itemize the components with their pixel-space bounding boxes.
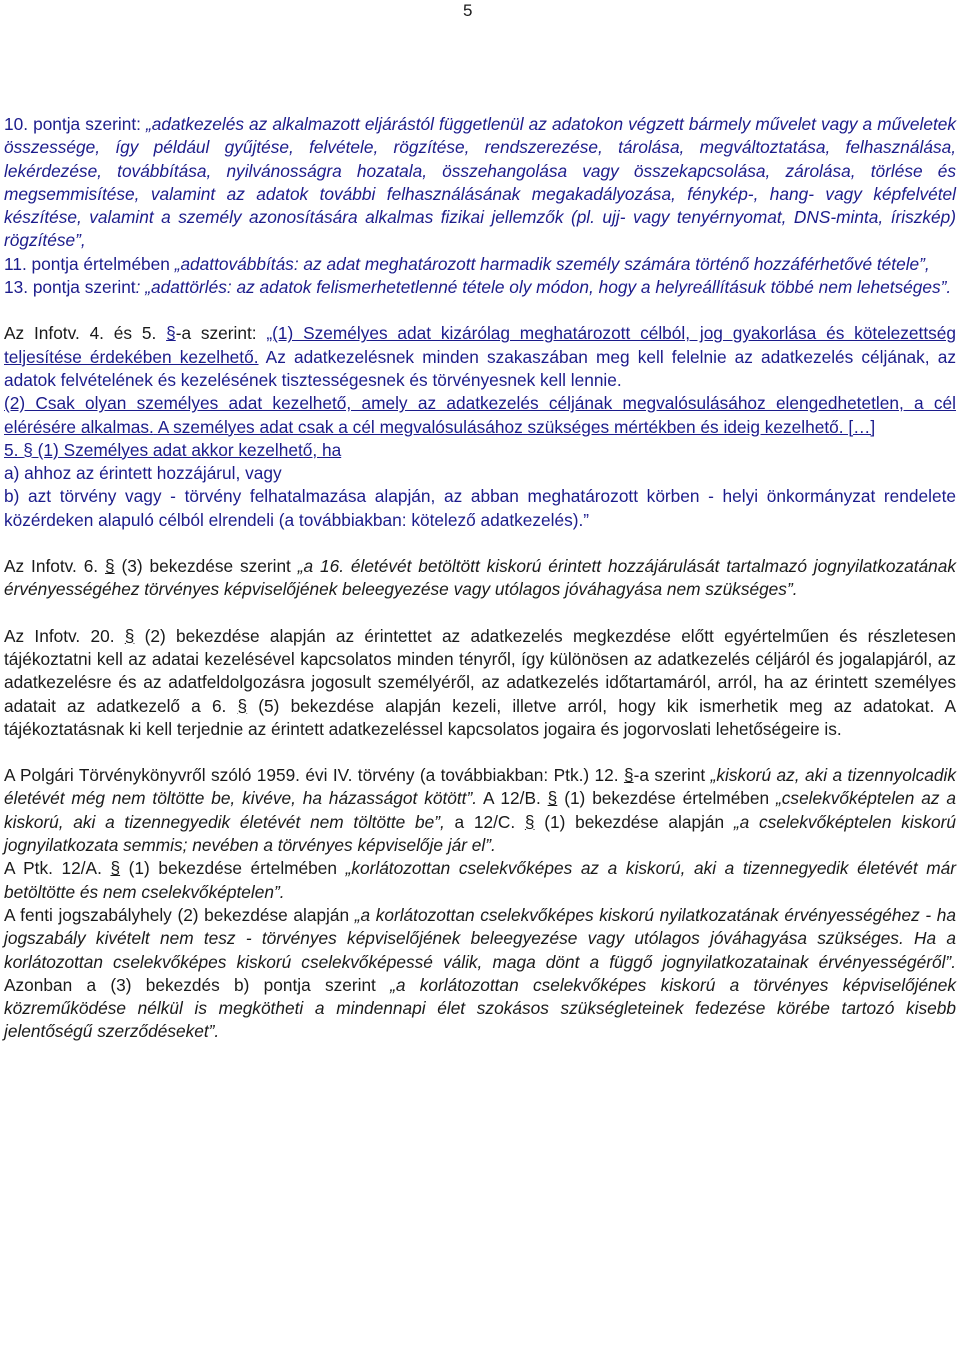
text-span: Az Infotv. 20. (4, 625, 125, 646)
document-body (4, 113, 956, 1044)
text-span: (2) bekezdése alapján az érintettet az adatkezelés megkezdése előtt egyértelműen és részletesen tájékoztatni kell az adatai kezelésével kapcsolatos minden tényről, így különösen az adatkezelés céljáról és jogalapjáról, az adatkezelésre és az adatfeldolgozásra jogosult személyéről, az adatkezelés időtartamáról, arról, ha az érintett személyes adatait az adatkezelő a 6. (4, 625, 956, 716)
paragraph-infotv-6-3 (4, 555, 956, 602)
text-span: Az Infotv. 4. és 5. (4, 323, 167, 344)
text-span: 10. pontja szerint: (4, 114, 146, 134)
text-span: (3) bekezdése szerint (114, 556, 298, 577)
text-span: (5) bekezdése alapján kezeli, illetve arról, hogy kik ismerhetik meg az adatokat. A tájékoztatásnak ki kell terjednie az érintett adatkezeléssel kapcsolatos jogaira és jogorvoslati lehetőségeire is. (4, 695, 956, 739)
quote-span: „kiskorú az, aki a tizennyolcadik életévét még nem töltötte be, kivéve, ha házasságot kötött”. (4, 765, 957, 809)
paragraph-infotv-20-2 (4, 625, 956, 741)
text-span: A Polgári Törvénykönyvről szóló 1959. évi IV. törvény (a továbbiakban: Ptk.) 12. (4, 765, 624, 786)
page-number: 5 (463, 1, 473, 20)
quote-span: „a 16. életévét betöltött kiskorú érintett hozzájárulását tartalmazó jognyilatkozatának érvényességéhez törvényes képviselőjének beleegyezése vagy utólagos jóváhagyása nem szükséges”. (4, 556, 956, 600)
paragraph-ptk-12 (4, 764, 956, 857)
paragraph-gap (4, 602, 956, 625)
text-span: a 12/C. (444, 811, 525, 832)
quote-span: „a korlátozottan cselekvőképes kiskorú a törvényes képviselőjének közreműködése nélkül is megkötheti a mindennapi élet szokásos szükségleteinek fedezése körébe tartozó kisebb jelentőségű szerződéseket”. (4, 974, 956, 1042)
section-sign: § (23, 439, 33, 460)
text-span: 11. pontja értelmében (4, 253, 175, 274)
text-span: (1) Személyes adat akkor kezelhető, ha (32, 439, 342, 460)
section-sign: § (237, 695, 248, 716)
quote-span: „korlátozottan cselekvőképes az a kiskorú, aki a tizennegyedik életévét már betöltötte és nem cselekvőképtelen”. (4, 858, 956, 902)
quote-span: „adatkezelés az alkalmazott eljárástól függetlenül az adatokon végzett bármely művelet vagy a műveletek összessége, így például gyűjtése, felvétele, rögzítése, rendszerezése, tárolása, megváltoztatása, felhasználása, lekérdezése, továbbítása, nyilvánosságra hozatala, összehangolása vagy összekapcsolása, zárolása, törlése és megsemmisítése, valamint az adatok további felhasználásának megakadályozása, fénykép-, hang- vagy képfelvétel készítése, valamint a személy azonosítására alkalmas fizikai jellemzők (pl. ujj- vagy tenyérnyomat, DNS-minta, íriszkép) rögzítése”, (4, 114, 956, 251)
paragraph-gap (4, 741, 956, 764)
text-span: A fenti jogszabályhely (2) bekezdése alapján (4, 904, 355, 925)
text-span: Az adatkezelésnek minden szakaszában meg kell felelnie az adatkezelés céljának, az adatok felvételének és kezelésének tisztességesnek és törvényesnek kell lennie. (4, 346, 956, 390)
quote-span: : „adattörlés: az adatok felismerhetetlenné tétele oly módon, hogy a helyreállításuk többé nem lehetséges”. (135, 277, 952, 298)
quote-span: „a korlátozottan cselekvőképes kiskorú nyilatkozatának érvényességéhez - ha jogszabály kivételt nem tesz - törvényes képviselőjének beleegyezése vagy utólagos jóváhagyása szükséges. Ha a korlátozottan cselekvőképes kiskorú cselekvőképessé válik, maga dönt a függő jognyilatkozatainak érvényességéről”. (4, 904, 956, 972)
paragraph-ptk-12a-2-3 (4, 904, 956, 1044)
paragraph-definition-adattovabbitas (4, 253, 956, 276)
paragraph-ptk-12a (4, 857, 956, 904)
text-span: (1) bekezdése alapján (534, 811, 734, 832)
text-span: (2) Csak olyan személyes adat kezelhető, amely az adatkezelés céljának megvalósulásához elengedhetetlen, a cél elérésére alkalmas. (4, 393, 956, 437)
section-sign: § (166, 323, 176, 344)
quote-span: „cselekvőképtelen az a kiskorú, aki a tizennegyedik életévét nem töltötte be”, (4, 788, 957, 832)
quote-span: „adattovábbítás: az adat meghatározott harmadik személy számára történő hozzáférhetővé tétele”, (174, 253, 930, 274)
quote-span: „(1) Személyes adat kizárólag meghatározott célból, jog gyakorlása és kötelezettség teljesítése érdekében kezelhető. (4, 323, 956, 367)
text-span: a) ahhoz az érintett hozzájárul, vagy (4, 463, 282, 484)
text-span: A személyes adat csak a cél megvalósulásához szükséges mértékben és ideig kezelhető. […] (153, 416, 876, 437)
paragraph-infotv-5-1-b (4, 485, 956, 532)
text-span: A 12/B. (477, 788, 548, 809)
text-span: 13. pontja szerint (4, 277, 136, 298)
paragraph-gap (4, 299, 956, 322)
text-span: 5. (4, 439, 24, 460)
section-sign: § (524, 811, 535, 832)
section-sign: § (623, 765, 634, 786)
paragraph-definition-adattorles (4, 276, 956, 299)
text-span: -a szerint (633, 765, 711, 786)
text-span: A Ptk. 12/A. (4, 858, 111, 879)
paragraph-infotv-4-2 (4, 392, 956, 439)
paragraph-infotv-4-5 (4, 322, 956, 392)
section-sign: § (110, 858, 121, 879)
paragraph-gap (4, 532, 956, 555)
paragraph-definition-adatkezeles (4, 113, 956, 253)
text-span: b) azt törvény vagy - törvény felhatalmazása alapján, az abban meghatározott körben - helyi önkormányzat rendelete közérdeken alapuló célból elrendeli (a továbbiakban: kötelező adatkezelés).” (4, 486, 956, 530)
text-span: (1) bekezdése értelmében (120, 858, 346, 879)
text-span: (1) bekezdése értelmében (557, 788, 777, 809)
section-sign: § (124, 625, 135, 646)
text-span: Az Infotv. 6. (4, 556, 105, 577)
section-sign: § (547, 788, 558, 809)
paragraph-infotv-5-1 (4, 439, 956, 462)
paragraph-infotv-5-1-a (4, 462, 956, 485)
text-span: Azonban a (3) bekezdés b) pontja szerint (4, 974, 391, 995)
text-span: -a szerint: (175, 323, 267, 344)
section-sign: § (105, 556, 115, 577)
quote-span: „a cselekvőképtelen kiskorú jognyilatkozata semmis; nevében a törvényes képviselője jár el”. (4, 811, 956, 856)
